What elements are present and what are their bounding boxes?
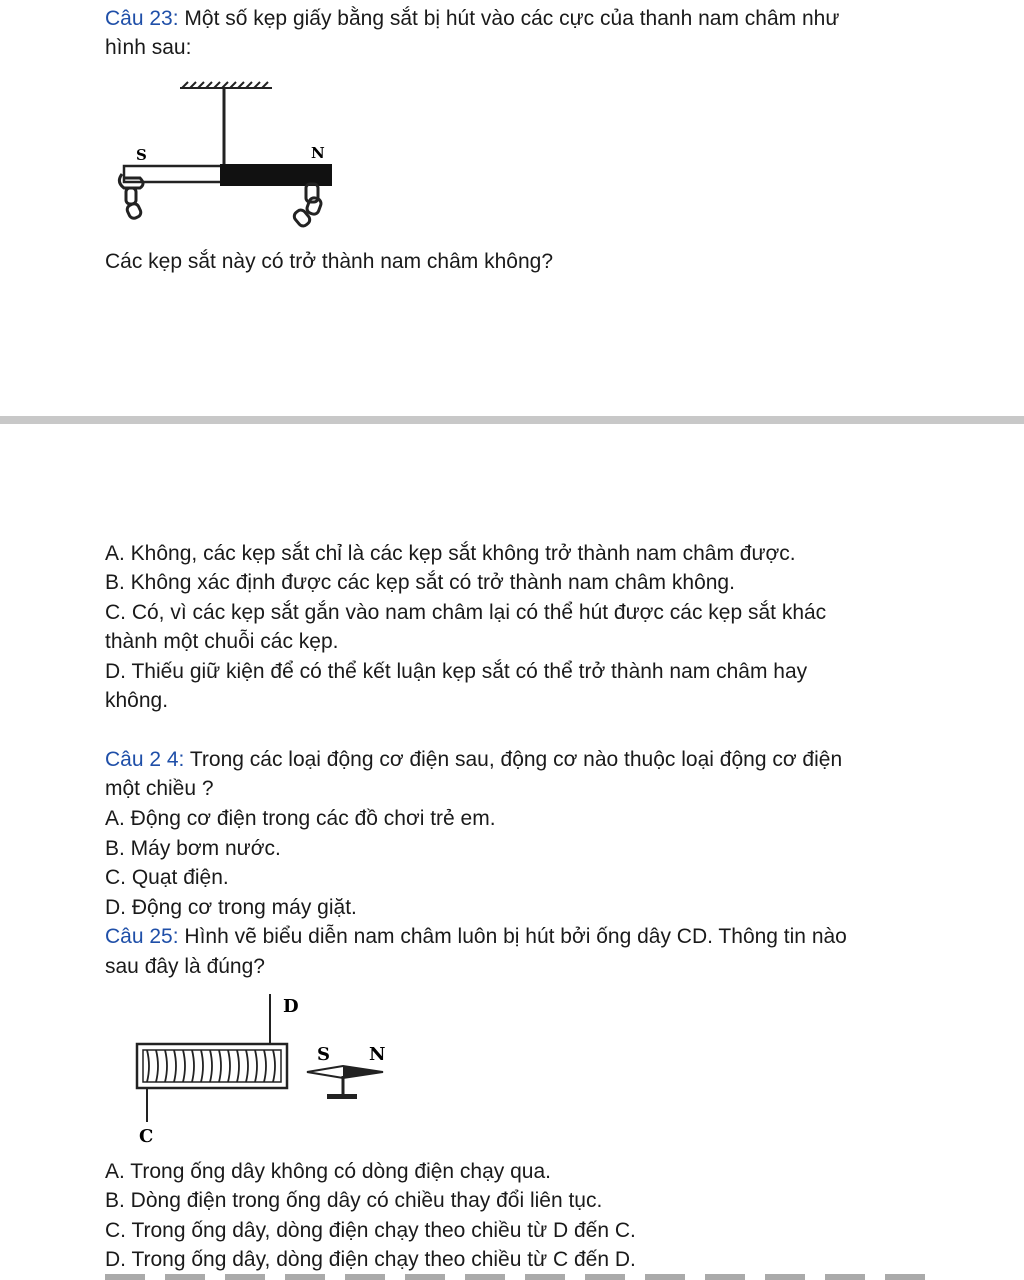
cut-off-next-line [105,1274,925,1280]
q25-pole-s: S [317,1044,330,1065]
q23-option-d-line-1: D. Thiếu giữ kiện để có thể kết luận kẹp sắt có thể trở thành nam châm hay [105,660,808,683]
q24-option-d: D. Động cơ trong máy giặt. [105,896,357,919]
q23-option-c-line-2: thành một chuỗi các kẹp. [105,630,339,653]
ceiling-hatch [180,82,272,88]
q23-pole-n: N [311,144,325,162]
q25-option-a: A. Trong ống dây không có dòng điện chạy qua. [105,1160,551,1183]
q24-option-b: B. Máy bơm nước. [105,837,281,860]
q25-pole-n: N [369,1044,386,1065]
q23-label: Câu 23: [105,7,179,30]
q23-stem-line-1 [105,4,839,34]
q25-option-c: C. Trong ống dây, dòng điện chạy theo chiều từ D đến C. [105,1219,636,1242]
q25-stem-line-2: sau đây là đúng? [105,955,265,978]
q23-option-d-line-2: không. [105,689,169,712]
q25-option-d: D. Trong ống dây, dòng điện chạy theo chiều từ C đến D. [105,1248,636,1271]
q25-terminal-c: C [139,1126,154,1146]
q25-solenoid-figure [125,992,395,1146]
page-divider [0,416,1024,424]
q25-stem-line-1 [105,922,847,952]
q24-stem-text: Trong các loại động cơ điện sau, động cơ nào thuộc loại động cơ điện [184,748,843,771]
q23-option-b: B. Không xác định được các kẹp sắt có trở thành nam châm không. [105,571,735,594]
stand-base [327,1094,357,1099]
q23-option-c-line-1: C. Có, vì các kẹp sắt gắn vào nam châm lại có thể hút được các kẹp sắt khác [105,601,827,624]
q23-pole-s: S [136,146,147,164]
q24-option-c: C. Quạt điện. [105,866,229,889]
q23-stem-line-2: hình sau: [105,36,192,59]
magnet-s-half [124,166,224,182]
q23-option-a: A. Không, các kẹp sắt chỉ là các kẹp sắt không trở thành nam châm được. [105,542,796,565]
q23-question: Các kẹp sắt này có trở thành nam châm không? [105,250,554,273]
q25-label: Câu 25: [105,925,179,948]
q23-stem-text: Một số kẹp giấy bằng sắt bị hút vào các cực của thanh nam châm như [178,7,840,30]
q25-option-b: B. Dòng điện trong ống dây có chiều thay đổi liên tục. [105,1189,603,1212]
paperclip-chain-n [292,184,322,228]
q24-label: Câu 2 4: [105,748,185,771]
q25-terminal-d: D [283,996,299,1017]
q24-option-a: A. Động cơ điện trong các đồ chơi trẻ em. [105,807,496,830]
q23-magnet-figure [110,76,350,236]
q24-stem-line-2: một chiều ? [105,777,214,800]
q25-stem-text: Hình vẽ biểu diễn nam châm luôn bị hút bởi ống dây CD. Thông tin nào [178,925,847,948]
q24-stem-line-1 [105,745,842,775]
